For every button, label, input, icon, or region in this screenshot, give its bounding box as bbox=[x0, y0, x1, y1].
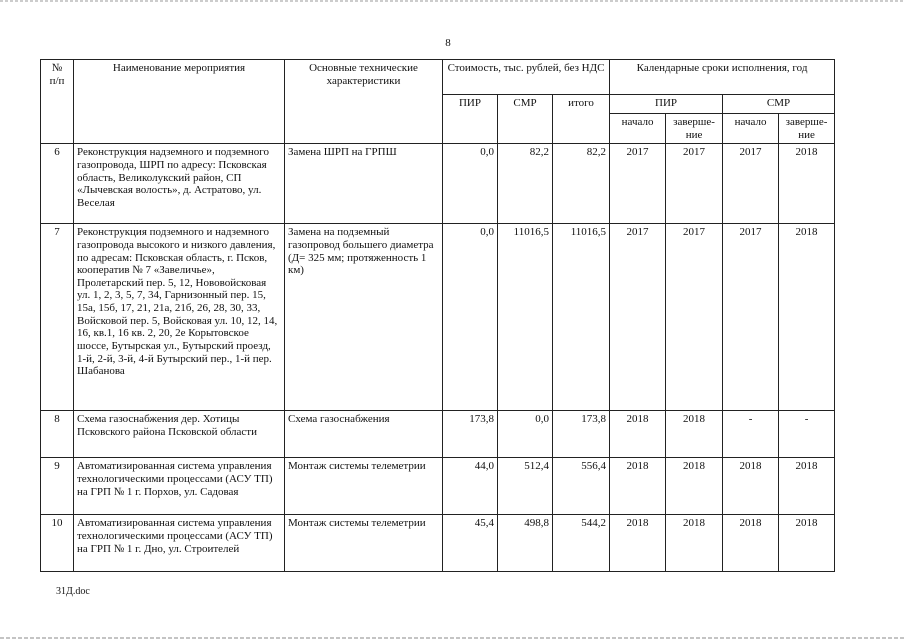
header-tech-characteristics: Основные технические характеристики bbox=[285, 60, 443, 144]
tech-characteristics: Монтаж системы телеметрии bbox=[285, 515, 443, 572]
tech-characteristics: Замена на подземный газопровод большего диаметра (Д= 325 мм; протяженность 1 км) bbox=[285, 224, 443, 411]
smr-end-year: 2018 bbox=[779, 144, 835, 224]
cost-smr: 11016,5 bbox=[498, 224, 553, 411]
measure-name: Схема газоснабжения дер. Хотицы Псковского района Псковской области bbox=[74, 411, 285, 458]
cost-total: 82,2 bbox=[553, 144, 610, 224]
measure-name: Реконструкция надземного и подземного газопровода, ШРП по адресу: Псковская область, Великолукский район, СП «Лычевская волость», д. Астратово, ул. Веселая bbox=[74, 144, 285, 224]
header-pir-start: начало bbox=[610, 114, 666, 144]
header-cost-smr: СМР bbox=[498, 95, 553, 144]
pir-start-year: 2018 bbox=[610, 515, 666, 572]
header-measure-name: Наименование мероприятия bbox=[74, 60, 285, 144]
smr-end-year: 2018 bbox=[779, 515, 835, 572]
row-number: 9 bbox=[41, 458, 74, 515]
row-number: 10 bbox=[41, 515, 74, 572]
cost-total: 544,2 bbox=[553, 515, 610, 572]
row-number: 6 bbox=[41, 144, 74, 224]
cost-pir: 0,0 bbox=[443, 144, 498, 224]
pir-start-year: 2018 bbox=[610, 411, 666, 458]
page-number: 8 bbox=[445, 37, 451, 49]
table-row bbox=[41, 144, 835, 224]
measure-name: Автоматизированная система управления технологическими процессами (АСУ ТП) на ГРП № 1 г. Порхов, ул. Садовая bbox=[74, 458, 285, 515]
measure-name: Реконструкция подземного и надземного газопровода высокого и низкого давления, по адресам: Псковская область, г. Псков, кооператив № 7 «Завеличье», Пролетарский пер. 5, 12, Нововойсковая ул. 1, 2, 3, 5, 7, 34, Гарнизонный пер. 15, 15а, 15б, 17, 21, 21а, 21б, 26, 28, 30, 33, Войсковой пер. 5, Войсковая ул. 10, 12, 14, 16, кв.1, 16 кв. 2, 20, 2е Корытовское шоссе, Бутырская ул., Бутырский проезд, 1-й, 2-й, 3-й, 4-й Бутырский пер., 1-й пер. Шабанова bbox=[74, 224, 285, 411]
header-cost: Стоимость, тыс. рублей, без НДС bbox=[443, 60, 610, 95]
pir-start-year: 2017 bbox=[610, 224, 666, 411]
smr-end-year: 2018 bbox=[779, 224, 835, 411]
row-number: 7 bbox=[41, 224, 74, 411]
header-pir-end: заверше- ние bbox=[666, 114, 723, 144]
header-cost-pir: ПИР bbox=[443, 95, 498, 144]
row-number: 8 bbox=[41, 411, 74, 458]
tech-characteristics: Монтаж системы телеметрии bbox=[285, 458, 443, 515]
table-row bbox=[41, 411, 835, 458]
smr-start-year: - bbox=[723, 411, 779, 458]
smr-start-year: 2017 bbox=[723, 144, 779, 224]
measure-name: Автоматизированная система управления технологическими процессами (АСУ ТП) на ГРП № 1 г. Дно, ул. Строителей bbox=[74, 515, 285, 572]
cost-total: 173,8 bbox=[553, 411, 610, 458]
tech-characteristics: Замена ШРП на ГРПШ bbox=[285, 144, 443, 224]
pir-start-year: 2017 bbox=[610, 144, 666, 224]
cost-smr: 512,4 bbox=[498, 458, 553, 515]
header-cost-total: итого bbox=[553, 95, 610, 144]
tech-characteristics: Схема газоснабжения bbox=[285, 411, 443, 458]
pir-end-year: 2017 bbox=[666, 224, 723, 411]
cost-pir: 173,8 bbox=[443, 411, 498, 458]
smr-start-year: 2018 bbox=[723, 515, 779, 572]
pir-start-year: 2018 bbox=[610, 458, 666, 515]
table-row bbox=[41, 515, 835, 572]
footer-filename: 31Д.doc bbox=[56, 586, 90, 597]
measures-table bbox=[40, 59, 835, 572]
table-row bbox=[41, 458, 835, 515]
header-smr-start: начало bbox=[723, 114, 779, 144]
pir-end-year: 2018 bbox=[666, 515, 723, 572]
cost-pir: 44,0 bbox=[443, 458, 498, 515]
pir-end-year: 2017 bbox=[666, 144, 723, 224]
scan-edge-bottom bbox=[0, 636, 905, 640]
header-schedule: Календарные сроки исполнения, год bbox=[610, 60, 835, 95]
table-row bbox=[41, 224, 835, 411]
smr-start-year: 2018 bbox=[723, 458, 779, 515]
cost-smr: 82,2 bbox=[498, 144, 553, 224]
cost-total: 11016,5 bbox=[553, 224, 610, 411]
pir-end-year: 2018 bbox=[666, 458, 723, 515]
smr-start-year: 2017 bbox=[723, 224, 779, 411]
header-number: № п/п bbox=[41, 60, 74, 144]
cost-total: 556,4 bbox=[553, 458, 610, 515]
cost-pir: 0,0 bbox=[443, 224, 498, 411]
cost-pir: 45,4 bbox=[443, 515, 498, 572]
pir-end-year: 2018 bbox=[666, 411, 723, 458]
scan-edge-top bbox=[0, 0, 905, 3]
header-schedule-smr: СМР bbox=[723, 95, 835, 114]
cost-smr: 0,0 bbox=[498, 411, 553, 458]
cost-smr: 498,8 bbox=[498, 515, 553, 572]
smr-end-year: 2018 bbox=[779, 458, 835, 515]
header-smr-end: заверше- ние bbox=[779, 114, 835, 144]
header-schedule-pir: ПИР bbox=[610, 95, 723, 114]
smr-end-year: - bbox=[779, 411, 835, 458]
